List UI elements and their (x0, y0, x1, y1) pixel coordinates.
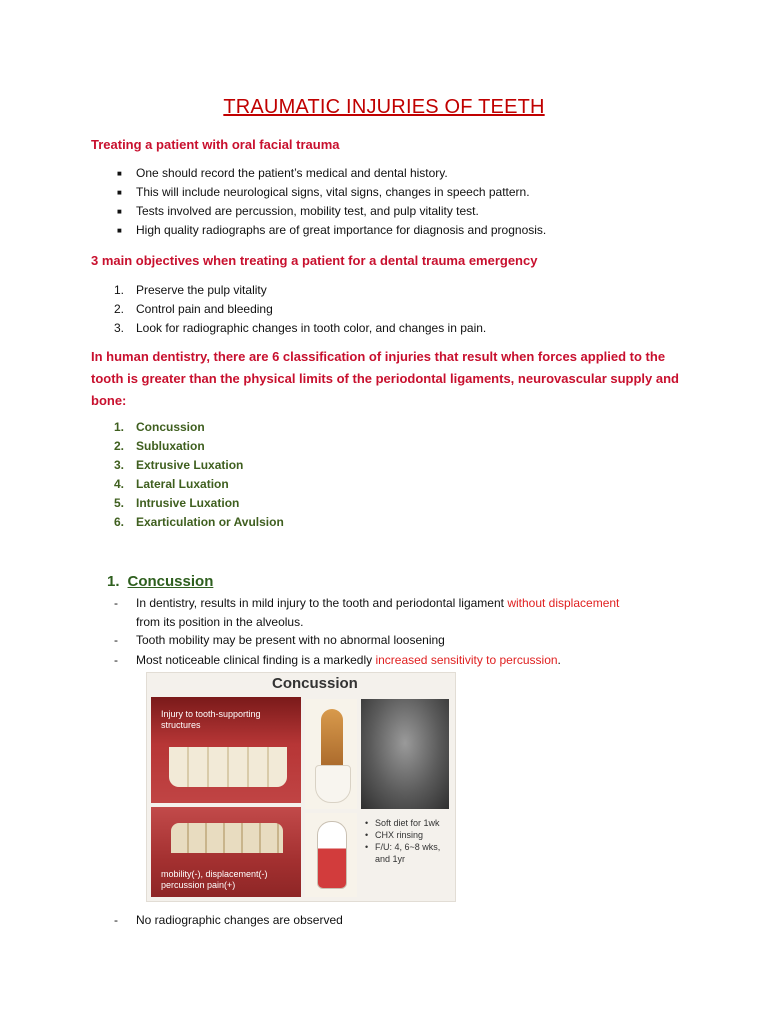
list-item: ■ This will include neurological signs, vital signs, changes in speech pattern. (136, 183, 546, 202)
concussion-figure (146, 672, 456, 902)
section-heading-classification: In human dentistry, there are 6 classification of injuries that result when forces applied to the tooth is greater than the physical limits of the periodontal ligaments, neurovascular supply and bone: (91, 349, 679, 408)
list-item: 4. Lateral Luxation (114, 477, 229, 491)
section-heading-oral-facial-trauma: Treating a patient with oral facial trauma (91, 137, 340, 152)
list-item: 5. Intrusive Luxation (114, 496, 240, 510)
list-item: 1. Preserve the pulp vitality (114, 283, 267, 297)
objectives-list (114, 281, 487, 338)
concussion-point-2: - Tooth mobility may be present with no abnormal loosening (114, 633, 445, 647)
treatment-notes (365, 817, 453, 865)
list-item: 1. Concussion (114, 420, 205, 434)
tooth-diagram-icon (305, 699, 357, 809)
square-bullet-icon: ■ (117, 169, 122, 178)
list-item: ■ High quality radiographs are of great importance for diagnosis and prognosis. (136, 221, 546, 240)
square-bullet-icon: ■ (117, 207, 122, 216)
list-item: • CHX rinsing (365, 829, 453, 841)
concussion-point-4: - No radiographic changes are observed (114, 913, 343, 927)
concussion-point-1: - In dentistry, results in mild injury to the tooth and periodontal ligament without displacement from its position in the alveolus. (114, 596, 620, 629)
list-item: 3. Look for radiographic changes in tooth color, and changes in pain. (114, 321, 487, 335)
list-item: • Soft diet for 1wk (365, 817, 453, 829)
document-title: TRAUMATIC INJURIES OF TEETH (223, 96, 545, 118)
list-item: • F/U: 4, 6~8 wks, and 1yr (365, 841, 453, 865)
square-bullet-icon: ■ (117, 226, 122, 235)
history-bullet-list (117, 164, 547, 240)
list-item: 2. Subluxation (114, 439, 205, 453)
figure-caption-top: Injury to tooth-supporting structures (161, 709, 261, 730)
list-item: ■ Tests involved are percussion, mobility test, and pulp vitality test. (136, 202, 546, 221)
list-item: ■ One should record the patient’s medical and dental history. (136, 164, 546, 183)
concussion-point-3: - Most noticeable clinical finding is a markedly increased sensitivity to percussion. (114, 653, 561, 667)
list-item: 6. Exarticulation or Avulsion (114, 515, 284, 529)
figure-caption-bottom: mobility(-), displacement(-) percussion pain(+) (161, 869, 268, 890)
list-item: 3. Extrusive Luxation (114, 458, 244, 472)
figure-title: Concussion (272, 675, 358, 692)
tooth-section-diagram-icon (305, 813, 357, 897)
radiograph-image (361, 699, 449, 809)
concussion-heading: 1. Concussion (107, 573, 214, 590)
list-item: 2. Control pain and bleeding (114, 302, 273, 316)
section-heading-objectives: 3 main objectives when treating a patient for a dental trauma emergency (91, 253, 538, 268)
injury-classification-list (114, 418, 284, 532)
square-bullet-icon: ■ (117, 188, 122, 197)
